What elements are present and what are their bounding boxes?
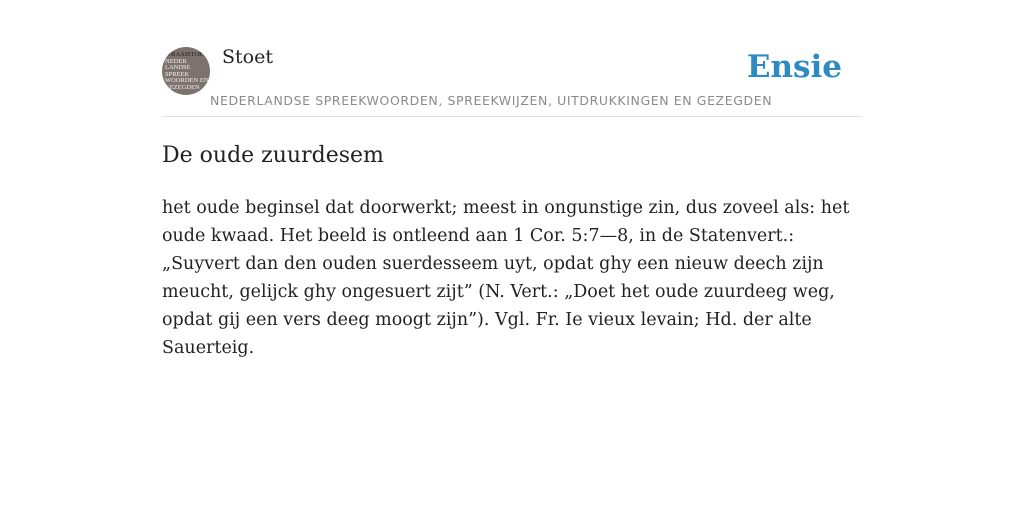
entry-card xyxy=(162,40,862,362)
source-subtitle[interactable]: NEDERLANDSE SPREEKWOORDEN, SPREEKWIJZEN, UITDRUKKINGEN EN GEZEGDEN xyxy=(210,93,773,108)
entry-header xyxy=(162,40,862,117)
brand-logo[interactable]: Ensie xyxy=(746,49,842,85)
entry-title: De oude zuurdesem xyxy=(162,143,384,168)
avatar-cover-title: WRAAISTOET xyxy=(165,51,208,58)
avatar-cover-line: NEDER xyxy=(165,57,187,65)
author-name[interactable]: Stoet xyxy=(222,46,273,68)
avatar-cover-line: LANDSE xyxy=(165,64,191,71)
avatar-cover-line: SPREEK xyxy=(165,70,190,78)
avatar-cover-line: WOORDEN EN xyxy=(165,77,209,84)
avatar-cover-line: GEZEGDEN xyxy=(165,83,200,91)
entry-body: het oude beginsel dat doorwerkt; meest in ongunstige zin, dus zoveel als: het oude kwaad. Het beeld is ontleend aan 1 Cor. 5:7—8, in de Statenvert.: „Suyvert dan den ouden suerdesseem uyt, opdat ghy een nieuw deech zijn meucht, gelijck ghy ongesuert zijt” (N. Vert.: „Doet het oude zuurdeeg weg, opdat gij een vers deeg moogt zijn”). Vgl. Fr. Ie vieux levain; Hd. der alte Sauerteig. xyxy=(162,198,850,358)
source-avatar[interactable] xyxy=(162,47,210,95)
avatar-cover-text xyxy=(165,52,210,91)
